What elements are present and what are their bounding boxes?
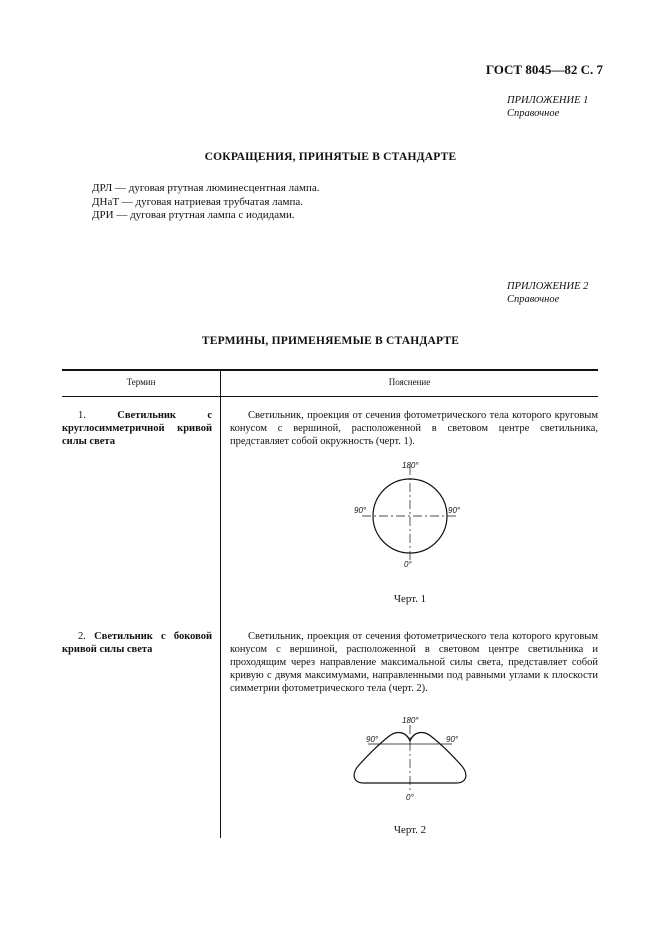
table-column-divider — [220, 369, 221, 838]
figure-2-caption: Черт. 2 — [393, 824, 427, 836]
angle-label-top: 180° — [402, 716, 419, 725]
explanation-text: Светильник, проекция от сечения фотометрического тела которого круговым конусом с вершиной, расположенной в световом центре светильника, представляет собой окружность (черт. 1). — [230, 410, 598, 447]
term-name: Светильник с круглосимметричной кривой силы света — [62, 410, 212, 447]
table-row-2-explanation — [230, 630, 598, 695]
page-header: ГОСТ 8045—82 С. 7 — [485, 62, 603, 77]
appendix-2-type: Справочное — [507, 294, 560, 305]
abbreviations-heading: СОКРАЩЕНИЯ, ПРИНЯТЫЕ В СТАНДАРТЕ — [204, 151, 457, 163]
angle-label-bottom: 0° — [404, 560, 412, 569]
abbreviations-list — [92, 182, 319, 223]
column-header-term: Термин — [126, 377, 156, 387]
table-row-1-explanation — [230, 409, 598, 448]
term-number: 2. — [78, 631, 86, 642]
angle-label-right: 90° — [448, 506, 461, 515]
angle-label-right: 90° — [446, 735, 459, 744]
appendix-2-title: ПРИЛОЖЕНИЕ 2 — [507, 281, 589, 292]
angle-label-left: 90° — [354, 506, 367, 515]
figure-1-caption: Черт. 1 — [393, 593, 427, 605]
figure-1-circle-diagram — [340, 458, 470, 570]
appendix-1-label — [507, 94, 588, 120]
terms-heading: ТЕРМИНЫ, ПРИМЕНЯЕМЫЕ В СТАНДАРТЕ — [201, 335, 460, 347]
table-header-rule — [62, 396, 598, 397]
angle-label-bottom: 0° — [406, 793, 414, 802]
column-header-explanation: Пояснение — [388, 377, 431, 387]
term-name: Светильник с боковой кривой силы света — [62, 631, 212, 655]
explanation-text: Светильник, проекция от сечения фотометрического тела которого круговым конусом с вершиной, расположенной в световом центре светильника и проходящим через направление максимальной силы света, представляет собой кривую с двумя максимумами, направленными под равными углами к плоскости симметрии фотометрического тела (черт. 2). — [230, 631, 598, 694]
appendix-1-type: Справочное — [507, 108, 560, 119]
figure-2-side-curve-diagram — [340, 713, 480, 809]
table-row-2-term — [62, 630, 212, 656]
abbreviation-item: ДРИ — дуговая ртутная лампа с иодидами. — [92, 209, 295, 221]
abbreviation-item: ДНаТ — дуговая натриевая трубчатая лампа. — [92, 195, 304, 208]
angle-label-top: 180° — [402, 461, 419, 470]
appendix-2-label — [507, 280, 588, 306]
angle-label-left: 90° — [366, 735, 379, 744]
term-number: 1. — [78, 410, 86, 421]
abbreviation-item: ДРЛ — дуговая ртутная люминесцентная лампа. — [92, 182, 320, 194]
table-row-1-term — [62, 409, 212, 448]
appendix-1-title: ПРИЛОЖЕНИЕ 1 — [507, 95, 589, 106]
table-top-rule — [62, 369, 598, 371]
